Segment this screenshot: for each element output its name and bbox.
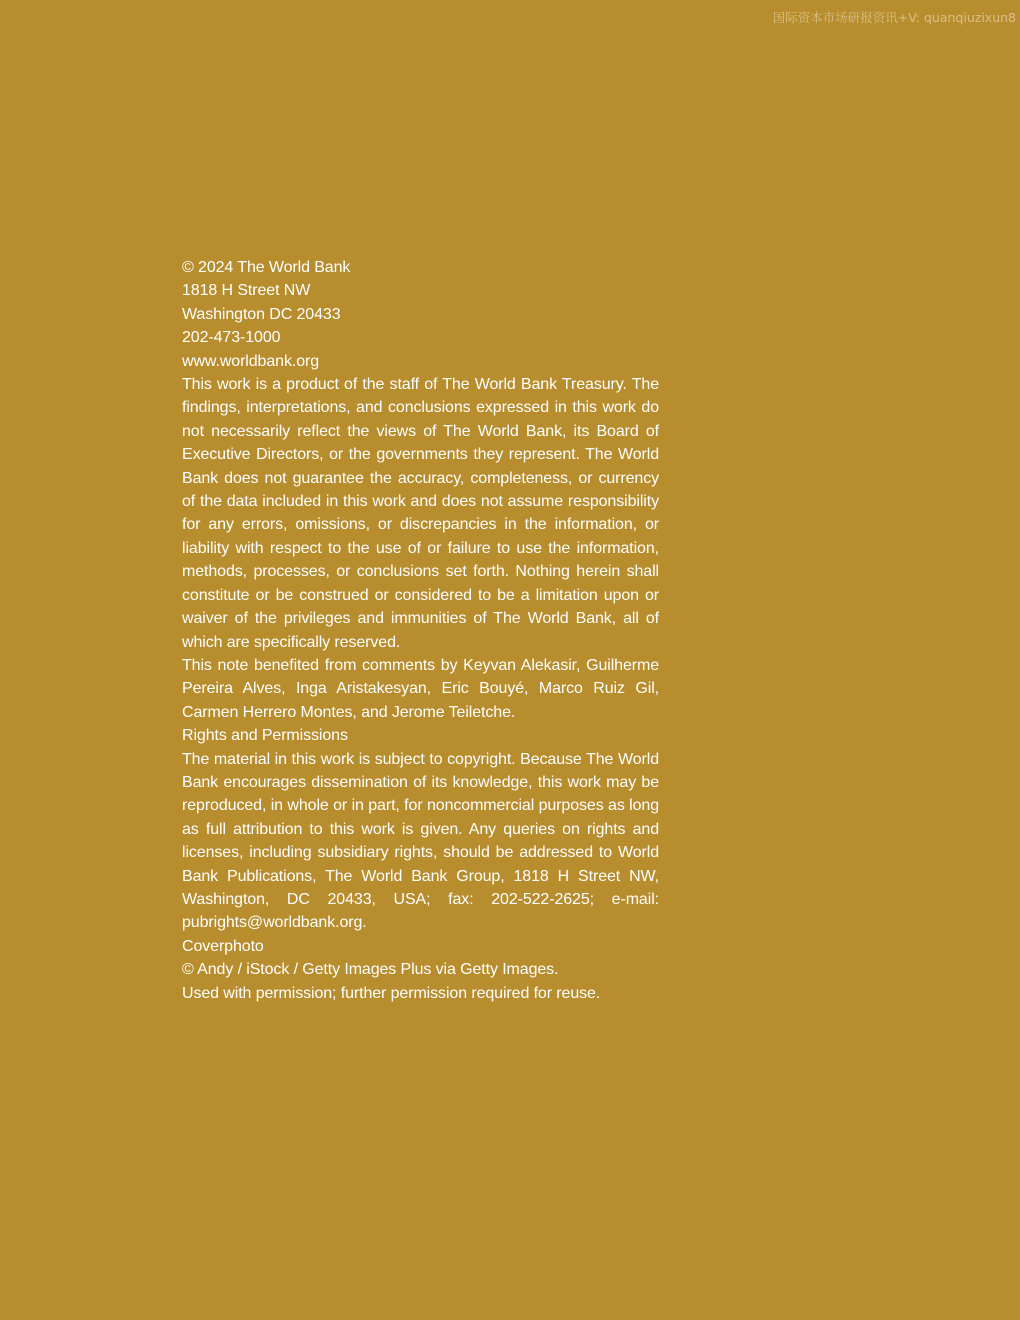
street-line: 1818 H Street NW [182,282,311,300]
phone-number: 202-473-1000 [182,329,281,347]
watermark-text: 国际资本市场研报资讯+V: quanqiuzixun8 [772,10,1016,25]
acknowledgements-paragraph: This note benefited from comments by Keyvan Alekasir, Guilherme Pereira Alves, Inga Aristakesyan, Eric Bouyé, Marco Ruiz Gil, Carmen Herrero Montes, and Jerome Teiletche. [182,656,659,721]
rights-heading: Rights and Permissions [182,727,348,745]
cover-credit-line: © Andy / iStock / Getty Images Plus via Getty Images. [182,961,559,979]
disclaimer-paragraph: This work is a product of the staff of The World Bank Treasury. The findings, interpretations, and conclusions expressed in this work do not necessarily reflect the views of The World Bank, its Board of Executive Directors, or the governments they represent. The World Bank does not guarantee the accuracy, completeness, or currency of the data included in this work and does not assume responsibility for any errors, omissions, or discrepancies in the information, or liability with respect to the use of or failure to use the information, methods, processes, or conclusions set forth. Nothing herein shall constitute or be construed or considered to be a limitation upon or waiver of the privileges and immunities of The World Bank, all of which are specifically reserved. [182,376,659,651]
cover-permission-line: Used with permission; further permission required for reuse. [182,984,601,1002]
rights-paragraph: The material in this work is subject to copyright. Because The World Bank encourages dissemination of its knowledge, this work may be reproduced, in whole or in part, for noncommercial purposes as long as full attribution to this work is given. Any queries on rights and licenses, including subsidiary rights, should be addressed to World Bank Publications, The World Bank Group, 1818 H Street NW, Washington, DC 20433, USA; fax: 202-522-2625; e-mail: pubrights@worldbank.org. [182,750,659,932]
city-line: Washington DC 20433 [182,305,341,323]
cover-photo-heading: Coverphoto [182,937,264,955]
copyright-page [182,256,659,1005]
website-link[interactable]: www.worldbank.org [182,352,320,370]
copyright-line: © 2024 The World Bank [182,259,351,276]
publisher-address [182,256,659,326]
cover-photo-credit [182,958,659,1005]
